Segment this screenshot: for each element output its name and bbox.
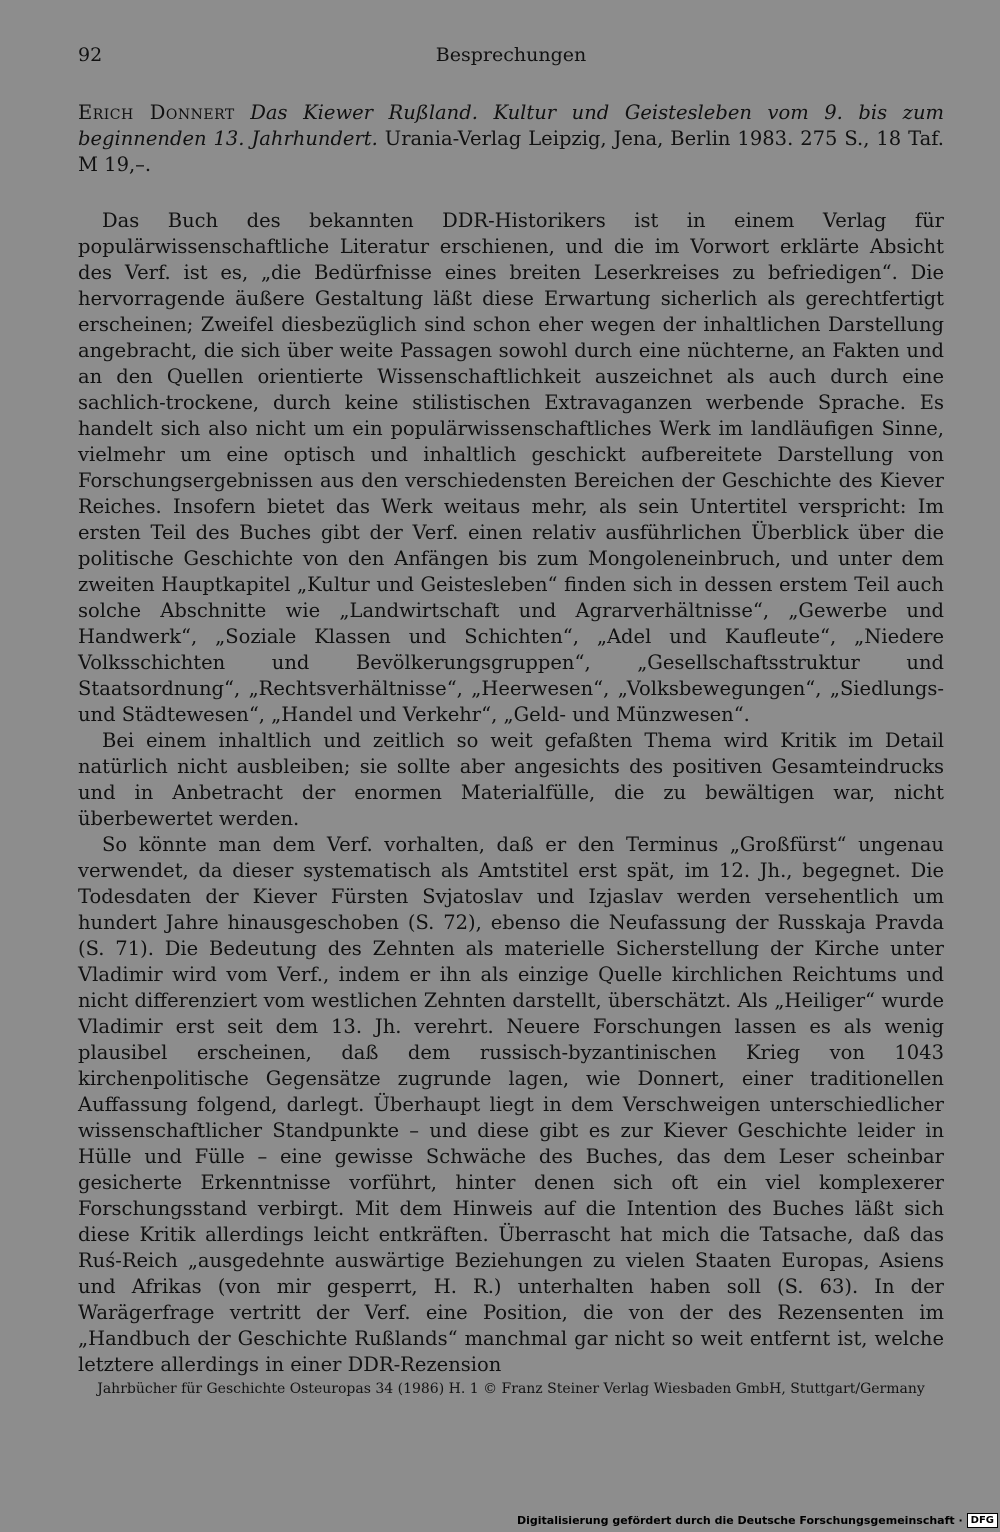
dfg-logo: DFG: [967, 1513, 998, 1528]
digitization-notice: [517, 1513, 998, 1528]
dfg-notice-text: Digitalisierung gefördert durch die Deutsche Forschungsgemeinschaft ·: [516, 1514, 963, 1527]
paragraph: Das Buch des bekannten DDR-Historikers ist in einem Verlag für populärwissenschaftliche Literatur erschienen, und die im Vorwort erklärte Absicht des Verf. ist es, „die Bedürfnisse eines breiten Leserkreises zu befriedigen“. Die hervorragende äußere Gestaltung läßt diese Erwartung sicherlich als gerechtfertigt erscheinen; Zweifel diesbezüglich sind schon eher wegen der inhaltlichen Darstellung angebracht, die sich über weite Passagen sowohl durch eine nüchterne, an Fakten und an den Quellen orientierte Wissenschaftlichkeit auszeichnet als auch durch eine sachlich-trockene, durch keine stilistischen Extravaganzen werbende Sprache. Es handelt sich also nicht um ein populärwissenschaftliches Werk im landläufigen Sinne, vielmehr um eine optisch und inhaltlich geschickt aufbereitete Darstellung von Forschungsergebnissen aus den verschiedensten Bereichen der Geschichte des Kiever Reiches. Insofern bietet das Werk weitaus mehr, als sein Untertitel verspricht: Im ersten Teil des Buches gibt der Verf. einen relativ ausführlichen Überblick über die politische Geschichte von den Anfängen bis zum Mongoleneinbruch, und unter dem zweiten Hauptkapitel „Kultur und Geistesleben“ finden sich in dessen erstem Teil auch solche Abschnitte wie „Landwirtschaft und Agrarverhältnisse“, „Gewerbe und Handwerk“, „Soziale Klassen und Schichten“, „Adel und Kaufleute“, „Niedere Volksschichten und Bevölkerungsgruppen“, „Gesellschaftsstruktur und Staatsordnung“, „Rechtsverhältnisse“, „Heerwesen“, „Volksbewegungen“, „Siedlungs- und Städtewesen“, „Handel und Verkehr“, „Geld- und Münzwesen“.: [78, 209, 944, 726]
page-number: 92: [78, 44, 103, 66]
book-title: Das Kiewer Rußland. Kultur und Geistesleben vom 9. bis zum beginnenden 13. Jahrhundert.: [78, 101, 945, 150]
running-title: Besprechungen: [435, 44, 587, 66]
paragraph: Bei einem inhaltlich und zeitlich so weit gefaßten Thema wird Kritik im Detail natürlich nicht ausbleiben; sie sollte aber angesichts des positiven Gesamteindrucks und in Anbetracht der enormen Materialfülle, die zu bewältigen war, nicht überbewertet werden.: [78, 729, 944, 830]
journal-footer: Jahrbücher für Geschichte Osteuropas 34 (1986) H. 1 © Franz Steiner Verlag Wiesbaden GmbH, Stuttgart/Germany: [97, 1381, 925, 1397]
review-body: [78, 208, 944, 1378]
review-author: Erich Donnert: [78, 101, 235, 124]
publication-info: Urania-Verlag Leipzig, Jena, Berlin 1983. 275 S., 18 Taf. M 19,–.: [78, 127, 944, 176]
book-citation: [78, 100, 944, 178]
paragraph: So könnte man dem Verf. vorhalten, daß er den Terminus „Großfürst“ ungenau verwendet, da dieser systematisch als Amtstitel erst spät, im 12. Jh., begegnet. Die Todesdaten der Kiever Fürsten Svjatoslav und Izjaslav werden versehentlich um hundert Jahre hinausgeschoben (S. 72), ebenso die Neufassung der Russkaja Pravda (S. 71). Die Bedeutung des Zehnten als materielle Sicherstellung der Kirche unter Vladimir wird vom Verf., indem er ihn als einzige Quelle kirchlichen Reichtums und nicht differenziert vom westlichen Zehnten darstellt, überschätzt. Als „Heiliger“ wurde Vladimir erst seit dem 13. Jh. verehrt. Neuere Forschungen lassen es als wenig plausibel erscheinen, daß dem russisch-byzantinischen Krieg von 1043 kirchenpolitische Gegensätze zugrunde lagen, wie Donnert, einer traditionellen Auffassung folgend, darlegt. Überhaupt liegt in dem Verschweigen unterschiedlicher wissenschaftlicher Standpunkte – und diese gibt es zur Kiever Geschichte leider in Hülle und Fülle – eine gewisse Schwäche des Buches, das dem Leser scheinbar gesicherte Erkenntnisse vorführt, hinter denen sich oft ein viel komplexerer Forschungsstand verbirgt. Mit dem Hinweis auf die Intention des Buches läßt sich diese Kritik allerdings leicht entkräften. Überrascht hat mich die Tatsache, daß das Ruś-Reich „ausgedehnte auswärtige Beziehungen zu vielen Staaten Europas, Asiens und Afrikas (von mir gesperrt, H. R.) unterhalten haben soll (S. 63). In der Warägerfrage vertritt der Verf. eine Position, die von der des Rezensenten im „Handbuch der Geschichte Rußlands“ manchmal gar nicht so weit entfernt ist, welche letztere allerdings in einer DDR-Rezension: [78, 833, 944, 1376]
